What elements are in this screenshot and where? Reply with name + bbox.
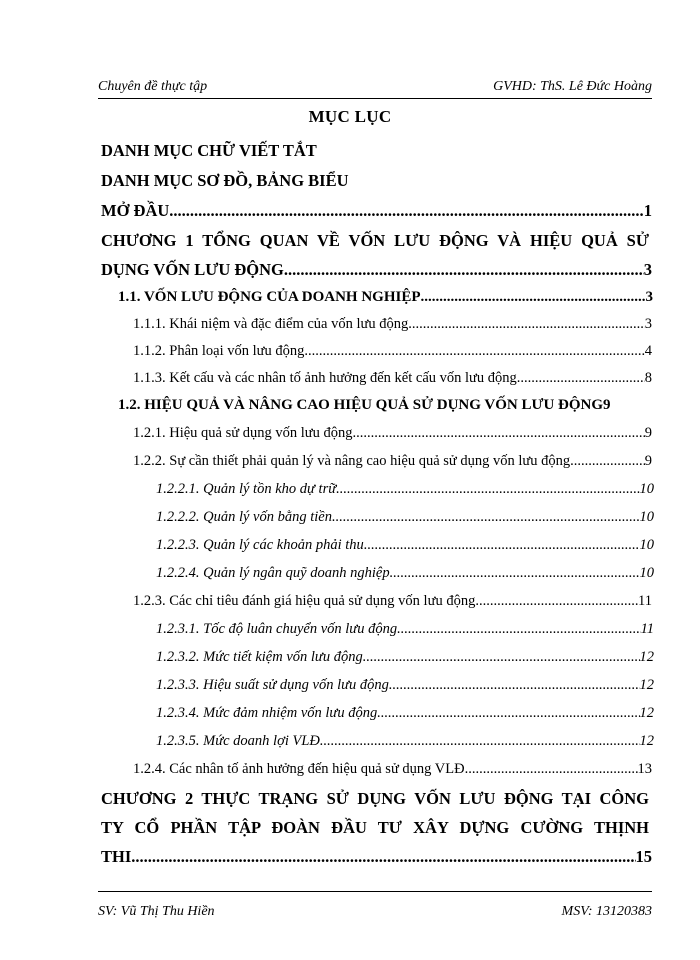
toc-section-1-2-2[interactable]: 1.2.2. Sự cần thiết phải quản lý và nâng cao hiệu quả sử dụng vốn lưu động ..... 9 [133, 453, 652, 470]
header-left: Chuyên đề thực tập [98, 79, 208, 94]
toc-section-1-2-3[interactable]: 1.2.3. Các chỉ tiêu đánh giá hiệu quả sử dụng vốn lưu động ..... 11 [133, 593, 652, 610]
page-footer [98, 904, 652, 920]
toc-intro[interactable]: MỞ ĐẦU ..... 1 [101, 201, 652, 221]
toc-section-1-1-1[interactable]: 1.1.1. Khái niệm và đặc điểm của vốn lưu động ..... 3 [133, 316, 652, 333]
toc-section-1-2-2-1[interactable]: 1.2.2.1. Quản lý tồn kho dự trữ ..... 10 [156, 481, 654, 498]
toc-section-1-1[interactable]: 1.1. VỐN LƯU ĐỘNG CỦA DOANH NGHIỆP ..... 3 [118, 289, 653, 306]
toc-section-1-2-2-4[interactable]: 1.2.2.4. Quản lý ngân quỹ doanh nghiệp ..... 10 [156, 565, 654, 582]
toc-section-1-2-4[interactable]: 1.2.4. Các nhân tố ảnh hưởng đến hiệu quả sử dụng VLĐ ..... 13 [133, 761, 652, 778]
footer-left: SV: Vũ Thị Thu Hiền [98, 904, 215, 919]
toc-figures[interactable]: DANH MỤC SƠ ĐỒ, BẢNG BIỂU [101, 171, 349, 190]
toc-section-1-1-2[interactable]: 1.1.2. Phân loại vốn lưu động ..... 4 [133, 343, 652, 360]
toc-section-1-1-3[interactable]: 1.1.3. Kết cấu và các nhân tố ảnh hưởng đến kết cấu vốn lưu động ..... 8 [133, 370, 652, 387]
header-rule [98, 98, 652, 99]
toc-chapter2-line1[interactable]: CHƯƠNG 2 THỰC TRẠNG SỬ DỤNG VỐN LƯU ĐỘNG TẠI CÔNG [101, 789, 649, 808]
page-title: MỤC LỤC [308, 107, 392, 126]
toc-section-1-2-3-3[interactable]: 1.2.3.3. Hiệu suất sử dụng vốn lưu động ..... 12 [156, 677, 654, 694]
toc-chapter1-line2[interactable]: DỤNG VỐN LƯU ĐỘNG ..... 3 [101, 260, 652, 280]
toc-section-1-2-2-3[interactable]: 1.2.2.3. Quản lý các khoản phải thu ..... 10 [156, 537, 654, 554]
header-right: GVHD: ThS. Lê Đức Hoàng [493, 79, 652, 94]
footer-right: MSV: 13120383 [561, 904, 652, 919]
toc-chapter1-line1[interactable]: CHƯƠNG 1 TỔNG QUAN VỀ VỐN LƯU ĐỘNG VÀ HIỆU QUẢ SỬ [101, 231, 649, 250]
toc-section-1-2-3-2[interactable]: 1.2.3.2. Mức tiết kiệm vốn lưu động ..... 12 [156, 649, 654, 666]
toc-chapter2-line3[interactable]: THI ..... 15 [101, 847, 652, 867]
toc-abbreviations[interactable]: DANH MỤC CHỮ VIẾT TẮT [101, 141, 317, 160]
toc-section-1-2-2-2[interactable]: 1.2.2.2. Quản lý vốn bằng tiền ..... 10 [156, 509, 654, 526]
toc-section-1-2[interactable]: 1.2. HIỆU QUẢ VÀ NÂNG CAO HIỆU QUẢ SỬ DỤNG VỐN LƯU ĐỘNG 9 [118, 397, 611, 413]
toc-section-1-2-3-5[interactable]: 1.2.3.5. Mức doanh lợi VLĐ ..... 12 [156, 733, 654, 750]
toc-section-1-2-3-4[interactable]: 1.2.3.4. Mức đảm nhiệm vốn lưu động ..... 12 [156, 705, 654, 722]
toc-section-1-2-3-1[interactable]: 1.2.3.1. Tốc độ luân chuyển vốn lưu động ..... 11 [156, 621, 654, 638]
page-header [98, 79, 652, 95]
toc-section-1-2-1[interactable]: 1.2.1. Hiệu quả sử dụng vốn lưu động ..... 9 [133, 425, 652, 442]
footer-rule [98, 891, 652, 892]
toc-chapter2-line2[interactable]: TY CỔ PHẦN TẬP ĐOÀN ĐẦU TƯ XÂY DỰNG CƯỜNG THỊNH [101, 818, 649, 837]
